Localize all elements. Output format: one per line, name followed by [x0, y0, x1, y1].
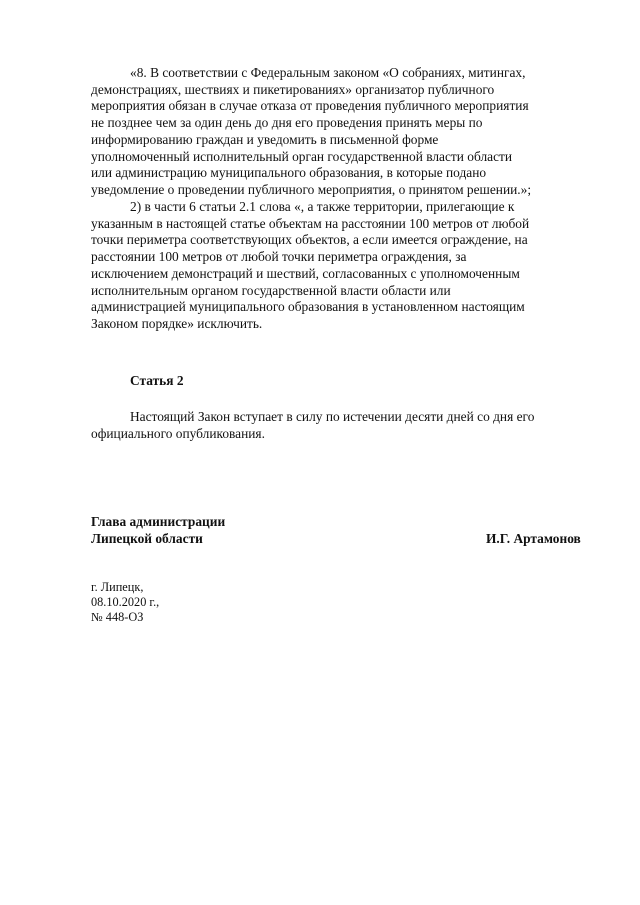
law-number: № 448-ОЗ	[91, 610, 144, 625]
paragraph-item-8	[91, 65, 591, 199]
text-line: администрацией муниципального образования в установленном настоящим	[91, 299, 525, 315]
text-line: официального опубликования.	[91, 425, 265, 441]
signatory-title-line: Липецкой области	[91, 531, 203, 546]
place-date-block	[91, 580, 159, 626]
text-line: исключением демонстраций и шествий, согласованных с уполномоченным	[91, 265, 520, 281]
text-line: указанным в настоящей статье объектам на расстоянии 100 метров от любой	[91, 215, 530, 231]
text-line: информированию граждан и уведомить в письменной форме	[91, 131, 439, 147]
text-line: уведомление о проведении публичного мероприятия, о принятом решении.»;	[91, 181, 532, 197]
text-line: Настоящий Закон вступает в силу по истечении десяти дней со дня его	[130, 409, 535, 424]
text-line: «8. В соответствии с Федеральным законом «О собраниях, митингах,	[130, 65, 526, 80]
signatory-name: И.Г. Артамонов	[486, 531, 581, 546]
text-line: 2) в части 6 статьи 2.1 слова «, а также территории, прилегающие к	[130, 199, 515, 214]
text-line: или администрацию муниципального образования, в которые подано	[91, 165, 487, 181]
text-line: демонстрациях, шествиях и пикетированиях» организатор публичного	[91, 81, 495, 97]
text-line: не позднее чем за один день до дня его проведения принять меры по	[91, 115, 483, 131]
text-line: Законом порядке» исключить.	[91, 315, 263, 331]
law-date: 08.10.2020 г.,	[91, 595, 160, 610]
signatory-title-line: Глава администрации	[91, 514, 226, 529]
paragraph-item-2	[91, 199, 591, 333]
text-line: исполнительным органом государственной власти области или	[91, 282, 451, 298]
signatory-title	[91, 513, 225, 547]
text-line: мероприятия обязан в случае отказа от проведения публичного мероприятия	[91, 98, 529, 114]
paragraph-article-2	[91, 409, 591, 442]
article-heading: Статья 2	[130, 373, 184, 388]
text-line: уполномоченный исполнительный орган государственной власти области	[91, 148, 513, 164]
text-line: расстоянии 100 метров от любой точки периметра ограждения, за	[91, 249, 467, 265]
text-line: точки периметра соответствующих объектов, а если имеется ограждение, на	[91, 232, 528, 248]
place-city: г. Липецк,	[91, 580, 144, 594]
